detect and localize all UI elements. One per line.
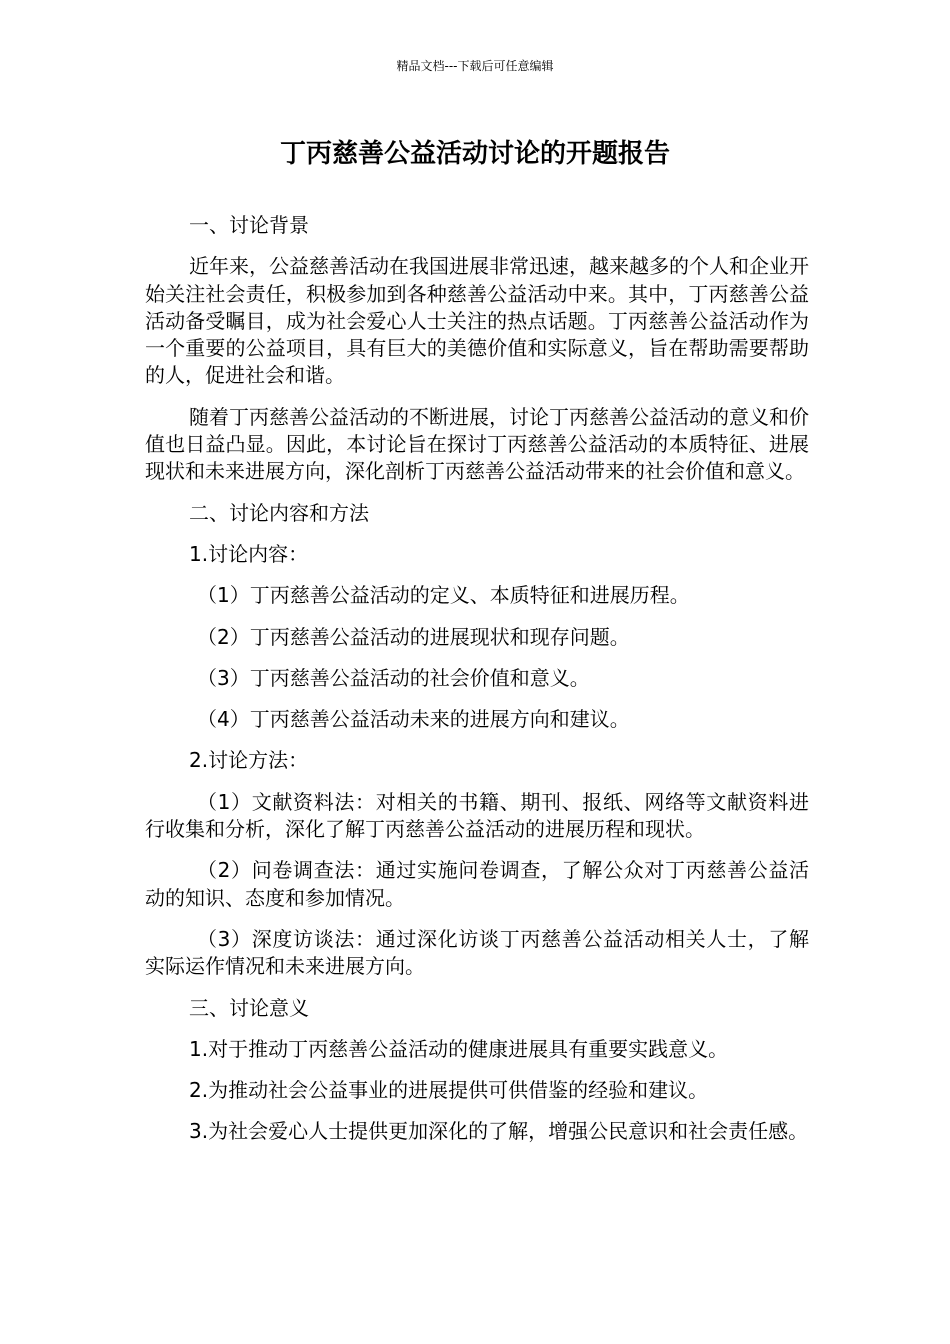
document-title: 丁丙慈善公益活动讨论的开题报告 [279,139,670,169]
method-item-1: （1）文献资料法：对相关的书籍、期刊、报纸、网络等文献资料进行收集和分析，深化了解丁丙慈善公益活动的进展历程和现状。 [145,789,809,842]
section-heading-significance: 三、讨论意义 [189,995,309,1020]
significance-item-2: 2.为推动社会公益事业的进展提供可供借鉴的经验和建议。 [189,1078,709,1103]
subheading-content: 1.讨论内容： [189,541,309,566]
subheading-method: 2.讨论方法： [189,748,309,773]
significance-item-1: 1.对于推动丁丙慈善公益活动的健康进展具有重要实践意义。 [189,1036,729,1061]
paragraph-background-1: 近年来，公益慈善活动在我国进展非常迅速，越来越多的个人和企业开始关注社会责任，积极参加到各种慈善公益活动中来。其中，丁丙慈善公益活动备受瞩目，成为社会爱心人士关注的热点话题。丁丙慈善公益活动作为一个重要的公益项目，具有巨大的美德价值和实际意义，旨在帮助需要帮助的人，促进社会和谐。 [145,254,809,388]
content-item-3: （3）丁丙慈善公益活动的社会价值和意义。 [197,665,590,690]
section-heading-background: 一、讨论背景 [189,213,309,237]
header-note: 精品文档---下载后可任意编辑 [396,59,554,73]
content-item-1: （1）丁丙慈善公益活动的定义、本质特征和进展历程。 [197,583,690,608]
method-item-2: （2）问卷调查法：通过实施问卷调查，了解公众对丁丙慈善公益活动的知识、态度和参加情况。 [145,858,809,910]
content-item-2: （2）丁丙慈善公益活动的进展现状和现存问题。 [197,624,630,649]
method-item-3: （3）深度访谈法：通过深化访谈丁丙慈善公益活动相关人士，了解实际运作情况和未来进展方向。 [145,926,809,979]
paragraph-background-2: 随着丁丙慈善公益活动的不断进展，讨论丁丙慈善公益活动的意义和价值也日益凸显。因此，本讨论旨在探讨丁丙慈善公益活动的本质特征、进展现状和未来进展方向，深化剖析丁丙慈善公益活动带来的社会价值和意义。 [145,404,809,484]
section-heading-content-method: 二、讨论内容和方法 [189,500,369,525]
document-body [145,212,809,1160]
significance-item-3: 3.为社会爱心人士提供更加深化的了解，增强公民意识和社会责任感。 [189,1119,809,1144]
content-item-4: （4）丁丙慈善公益活动未来的进展方向和建议。 [197,707,630,732]
